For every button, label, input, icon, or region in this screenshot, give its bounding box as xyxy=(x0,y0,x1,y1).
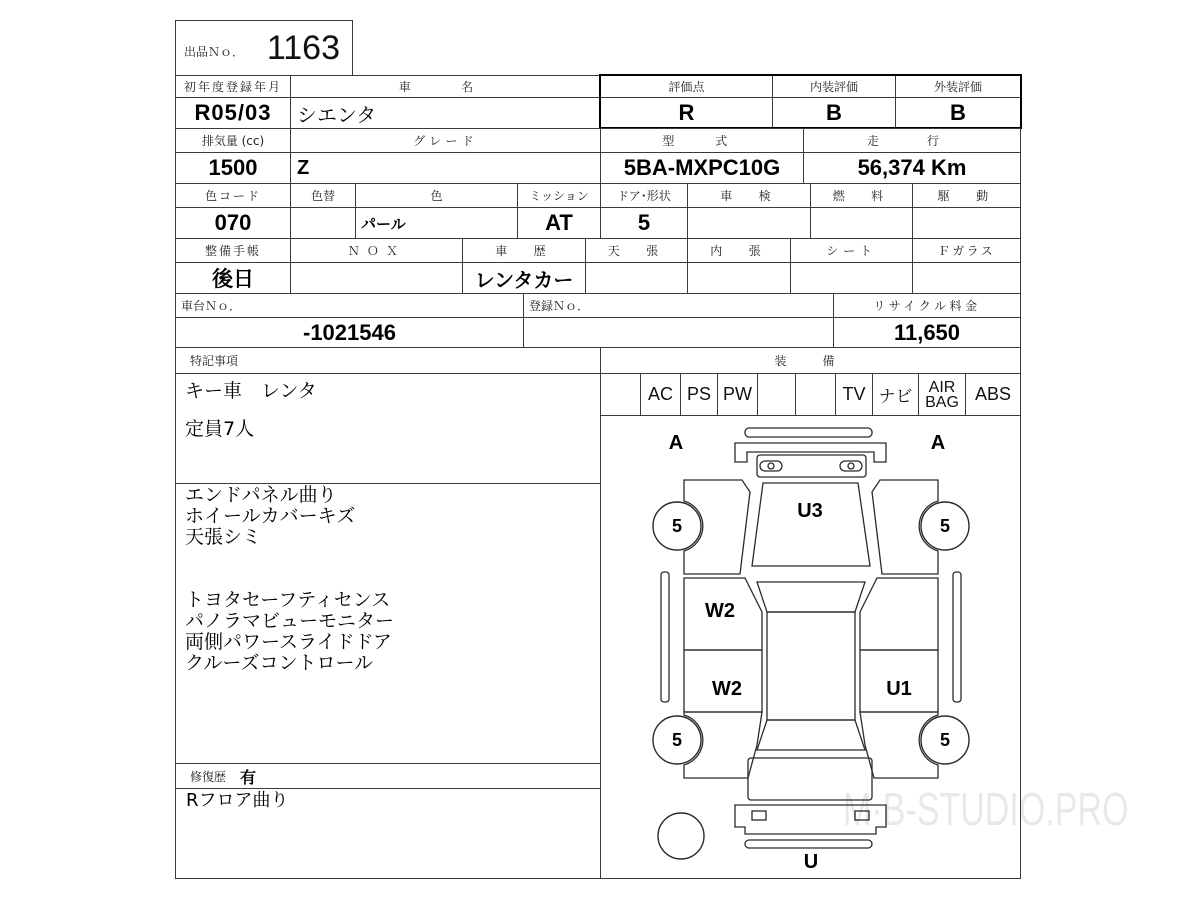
repair-history-value: 有 xyxy=(240,767,257,787)
rear-left-tire-rating: 5 xyxy=(671,730,683,750)
color-change-label: 色替 xyxy=(290,183,356,208)
notes-line: トヨタセーフティセンス xyxy=(185,589,391,611)
recycling-fee-value: 11,650 xyxy=(833,317,1021,348)
doors-value: 5 xyxy=(600,207,688,239)
interior-grade-value: B xyxy=(772,97,896,129)
listing-number-box xyxy=(175,20,353,76)
transmission-value: AT xyxy=(517,207,601,239)
car-name-value: シエンタ xyxy=(290,97,601,129)
notes-line: パノラマビューモニター xyxy=(185,610,395,632)
repair-details-text: Rフロア曲り xyxy=(186,790,289,811)
spare-tire xyxy=(658,813,704,859)
damage-mark-right-rear-door: U1 xyxy=(886,678,912,700)
right-side-sill xyxy=(953,572,961,702)
first-registration-label: 初年度登録年月 xyxy=(175,75,291,98)
notes-line: クルーズコントロール xyxy=(185,652,374,674)
equipment-ps: PS xyxy=(680,373,718,416)
left-side-sill xyxy=(661,572,669,702)
equipment-navi: ナビ xyxy=(872,373,919,416)
damage-mark-front-right: A xyxy=(930,432,946,454)
notes-line: 定員7人 xyxy=(185,418,255,440)
repair-history-label: 修復歴 xyxy=(190,769,227,784)
mileage-value: 56,374 Km xyxy=(803,152,1021,184)
notes-details xyxy=(175,483,601,764)
color-label: 色 xyxy=(355,183,518,208)
history-value: レンタカー xyxy=(462,262,586,294)
damage-mark-rear: U xyxy=(803,851,819,873)
mileage-label: 走 行 xyxy=(803,128,1021,153)
notes-key-info xyxy=(175,373,601,484)
color-value: パール xyxy=(355,207,518,239)
headliner-value xyxy=(585,262,688,294)
front-bumper-bar xyxy=(745,428,872,437)
inspection-label: 車 検 xyxy=(687,183,811,208)
score-label: 評価点 xyxy=(600,75,773,98)
model-code-value: 5BA-MXPC10G xyxy=(600,152,804,184)
notes-features-list xyxy=(185,590,394,674)
notes-line: エンドパネル曲り xyxy=(185,484,337,506)
damage-mark-left-rear-door: W2 xyxy=(712,678,742,700)
grade-value: Z xyxy=(290,152,601,184)
rear-right-tire-rating: 5 xyxy=(939,730,951,750)
chassis-no-value: -1021546 xyxy=(175,317,524,348)
interior-trim-label: 内 張 xyxy=(687,238,791,263)
displacement-value: 1500 xyxy=(175,152,291,184)
exterior-grade-value: B xyxy=(895,97,1021,129)
maintenance-book-value: 後日 xyxy=(175,262,291,294)
listing-number-label: 出品Ｎｏ． xyxy=(184,44,245,59)
equipment-cell-empty xyxy=(795,373,836,416)
model-code-label: 型 式 xyxy=(600,128,804,153)
exterior-grade-label: 外装評価 xyxy=(895,75,1021,98)
equipment-ac: AC xyxy=(640,373,681,416)
car-outline xyxy=(601,416,1020,878)
history-label: 車 歴 xyxy=(462,238,586,263)
damage-mark-hood: U3 xyxy=(797,500,823,522)
rear-gate xyxy=(748,758,872,800)
windshield xyxy=(757,582,865,612)
repair-details xyxy=(175,788,601,879)
equipment-tv: TV xyxy=(835,373,873,416)
doors-label: ドア･形状 xyxy=(600,183,688,208)
equipment-cell-empty xyxy=(757,373,796,416)
color-code-value: 070 xyxy=(175,207,291,239)
seat-label: シート xyxy=(790,238,913,263)
maintenance-book-label: 整備手帳 xyxy=(175,238,291,263)
drive-value xyxy=(912,207,1021,239)
grade-label: グレード xyxy=(290,128,601,153)
notes-line: 天張シミ xyxy=(185,526,262,548)
windshield-value xyxy=(912,262,1021,294)
listing-number: 1163 xyxy=(266,28,340,67)
seat-value xyxy=(790,262,913,294)
roof-panel xyxy=(767,612,855,720)
damage-mark-left-front-door: W2 xyxy=(705,600,735,622)
interior-trim-value xyxy=(687,262,791,294)
windshield-label: Ｆガラス xyxy=(912,238,1021,263)
transmission-label: ミッション xyxy=(517,183,601,208)
headliner-label: 天 張 xyxy=(585,238,688,263)
inspection-value xyxy=(687,207,811,239)
nox-label: ＮＯＸ xyxy=(290,238,463,263)
drive-label: 駆 動 xyxy=(912,183,1021,208)
rear-light-left xyxy=(752,811,766,820)
fuel-label: 燃 料 xyxy=(810,183,913,208)
nox-value xyxy=(290,262,463,294)
car-diagram xyxy=(600,415,1021,879)
color-code-label: 色コード xyxy=(175,183,291,208)
chassis-no-label: 車台Ｎｏ． xyxy=(175,293,524,318)
equipment-airbag: AIR BAG xyxy=(918,373,966,416)
notes-line: キー車 レンタ xyxy=(185,380,317,402)
fuel-value xyxy=(810,207,913,239)
displacement-label: 排気量 (cc) xyxy=(175,128,291,153)
front-left-tire-rating: 5 xyxy=(671,516,683,536)
notes-label: 特記事項 xyxy=(175,347,601,374)
front-right-tire-rating: 5 xyxy=(939,516,951,536)
interior-grade-label: 内装評価 xyxy=(772,75,896,98)
rear-bumper-bar xyxy=(745,840,872,848)
car-name-label: 車 名 xyxy=(290,75,601,98)
rear-window xyxy=(757,720,865,750)
headlight-right-lamp xyxy=(848,463,854,469)
front-grille xyxy=(757,455,866,477)
headlight-left-lamp xyxy=(768,463,774,469)
right-front-door xyxy=(860,578,938,650)
equipment-cell-empty xyxy=(600,373,641,416)
score-value: R xyxy=(600,97,773,129)
repair-history-row xyxy=(175,763,601,789)
first-registration-value: R05/03 xyxy=(175,97,291,129)
recycling-fee-label: リサイクル料金 xyxy=(833,293,1021,318)
registration-no-value xyxy=(523,317,834,348)
notes-line: ホイールカバーキズ xyxy=(185,505,356,527)
rear-light-right xyxy=(855,811,869,820)
equipment-abs: ABS xyxy=(965,373,1021,416)
damage-mark-front-left: A xyxy=(668,432,684,454)
equipment-label: 装 備 xyxy=(600,347,1021,374)
registration-no-label: 登録Ｎｏ． xyxy=(523,293,834,318)
notes-line: 両側パワースライドドア xyxy=(185,631,392,653)
notes-condition-list xyxy=(185,485,355,548)
color-change-value xyxy=(290,207,356,239)
equipment-pw: PW xyxy=(717,373,758,416)
hood-panel xyxy=(752,483,870,566)
